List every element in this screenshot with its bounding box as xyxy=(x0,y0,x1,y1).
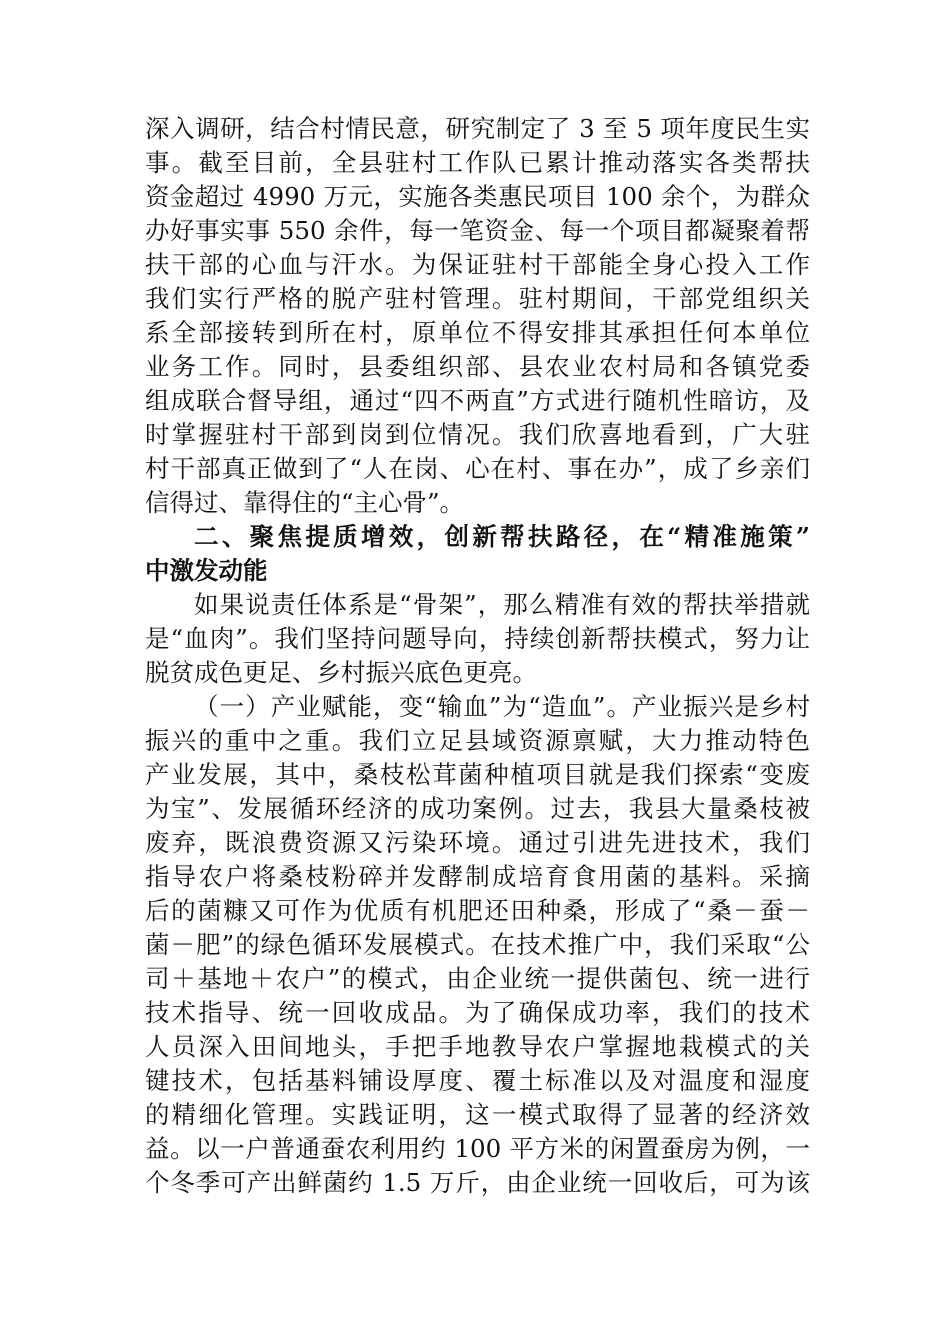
paragraph-line: 我们实行严格的脱产驻村管理。驻村期间，干部党组织关 xyxy=(145,284,810,313)
paragraph-line: 益。以一户普通蚕农利用约 100 平方米的闲置蚕房为例，一 xyxy=(145,1134,810,1163)
paragraph-line: 产业发展，其中，桑枝松茸菌种植项目就是我们探索“变废 xyxy=(145,760,810,789)
section-heading-line: 中激发动能 xyxy=(145,556,268,585)
paragraph-line: 是“血肉”。我们坚持问题导向，持续创新帮扶模式，努力让 xyxy=(145,624,810,653)
paragraph-line: 人员深入田间地头，手把手地教导农户掌握地栽模式的关 xyxy=(145,1032,810,1061)
paragraph-line: 为宝”、发展循环经济的成功案例。过去，我县大量桑枝被 xyxy=(145,794,810,823)
paragraph-line: 资金超过 4990 万元，实施各类惠民项目 100 余个，为群众 xyxy=(145,182,810,211)
paragraph-line: （一）产业赋能，变“输血”为“造血”。产业振兴是乡村 xyxy=(194,692,810,721)
paragraph-line: 办好事实事 550 余件，每一笔资金、每一个项目都凝聚着帮 xyxy=(145,216,810,245)
paragraph-line: 司＋基地＋农户”的模式，由企业统一提供菌包、统一进行 xyxy=(145,964,810,993)
paragraph-line: 扶干部的心血与汗水。为保证驻村干部能全身心投入工作 xyxy=(145,250,810,279)
section-heading-line: 二、聚焦提质增效，创新帮扶路径，在“精准施策” xyxy=(194,522,810,551)
paragraph-line: 技术指导、统一回收成品。为了确保成功率，我们的技术 xyxy=(145,998,810,1027)
body-text xyxy=(145,112,810,1200)
paragraph-line: 脱贫成色更足、乡村振兴底色更亮。 xyxy=(145,658,537,687)
paragraph-line: 组成联合督导组，通过“四不两直”方式进行随机性暗访，及 xyxy=(145,386,810,415)
paragraph-line: 键技术，包括基料铺设厚度、覆土标准以及对温度和湿度 xyxy=(145,1066,810,1095)
paragraph-line: 信得过、靠得住的“主心骨”。 xyxy=(145,488,465,517)
paragraph-line: 系全部接转到所在村，原单位不得安排其承担任何本单位 xyxy=(145,318,810,347)
paragraph-line: 深入调研，结合村情民意，研究制定了 3 至 5 项年度民生实 xyxy=(145,114,810,143)
paragraph-line: 废弃，既浪费资源又污染环境。通过引进先进技术，我们 xyxy=(145,828,810,857)
paragraph-line: 时掌握驻村干部到岗到位情况。我们欣喜地看到，广大驻 xyxy=(145,420,810,449)
paragraph-line: 振兴的重中之重。我们立足县域资源禀赋，大力推动特色 xyxy=(145,726,810,755)
paragraph-line: 如果说责任体系是“骨架”，那么精准有效的帮扶举措就 xyxy=(194,590,810,619)
paragraph-line: 后的菌糠又可作为优质有机肥还田种桑，形成了“桑－蚕－ xyxy=(145,896,810,925)
paragraph-line: 村干部真正做到了“人在岗、心在村、事在办”，成了乡亲们 xyxy=(145,454,810,483)
paragraph-line: 事。截至目前，全县驻村工作队已累计推动落实各类帮扶 xyxy=(145,148,810,177)
paragraph-line: 业务工作。同时，县委组织部、县农业农村局和各镇党委 xyxy=(145,352,810,381)
paragraph-line: 指导农户将桑枝粉碎并发酵制成培育食用菌的基料。采摘 xyxy=(145,862,810,891)
paragraph-line: 个冬季可产出鲜菌约 1.5 万斤，由企业统一回收后，可为该 xyxy=(145,1168,810,1197)
paragraph-line: 菌－肥”的绿色循环发展模式。在技术推广中，我们采取“公 xyxy=(145,930,810,959)
paragraph-line: 的精细化管理。实践证明，这一模式取得了显著的经济效 xyxy=(145,1100,810,1129)
